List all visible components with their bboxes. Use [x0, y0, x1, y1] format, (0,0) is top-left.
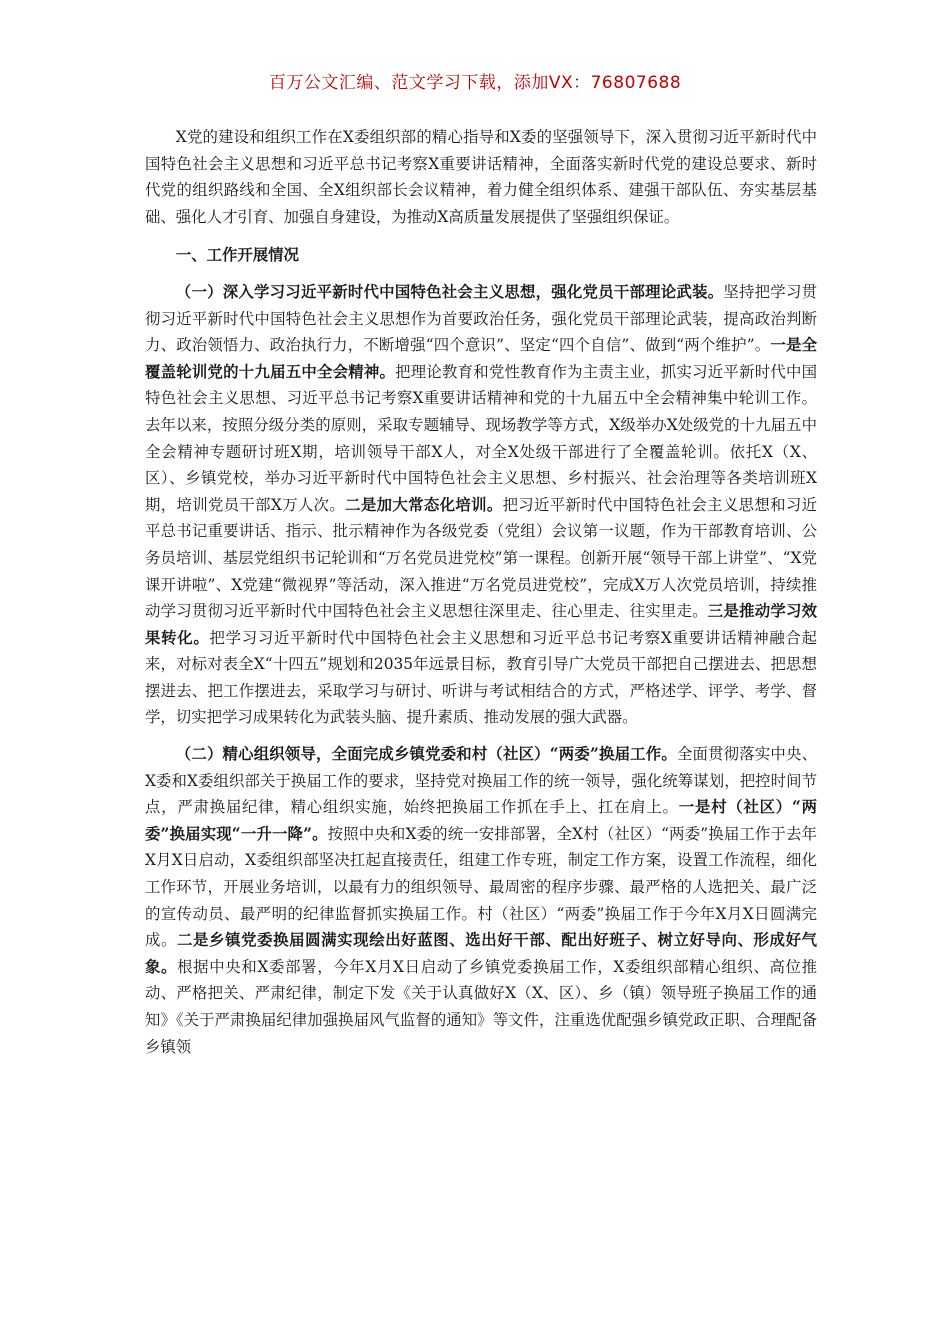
section2-text-c: 根据中央和X委部署，今年X月X日启动了乡镇党委换届工作，X委组织部精心组织、高位推动、严格把关、严肃纪律，制定下发《关于认真做好X（X、区）、乡（镇）领导班子换届工作的通知》《关于严肃换届纪律加强换届风气监督的通知》等文件，注重选优配强乡镇党政正职、合理配备乡镇领 — [145, 957, 817, 1056]
section1-text-a: 坚持把学习贯彻习近平新时代中国特色社会主义思想作为首要政治任务，强化党员干部理论武装，提高政治判断力、政治领悟力、政治执行力，不断增强“四个意识”、坚定“四个自信”、做到“两个维护”。 — [145, 282, 817, 355]
section-heading-text: 一、工作开展情况 — [175, 246, 299, 265]
section1-text-b: 把理论教育和党性教育作为主责主业，抓实习近平新时代中国特色社会主义思想、习近平总书记考察X重要讲话精神和党的十九届五中全会精神集中轮训工作。去年以来，按照分级分类的原则，采取专题辅导、现场教学等方式，X级举办X处级党的十九届五中全会精神专题研讨班X期，培训领导干部X人，对全X处级干部进行了全覆盖轮训。依托X（X、区）、乡镇党校，举办习近平新时代中国特色社会主义思想、乡村振兴、社会治理等各类培训班X期，培训党员干部X万人次。 — [145, 362, 817, 514]
section2-point-2: 二是乡镇党委换届圆满实现绘出好蓝图、选出好干部、配出好班子、树立好导向、形成好气象。 — [145, 931, 817, 976]
section1-point-1: 一是全覆盖轮训党的十九届五中全会精神。 — [145, 336, 817, 381]
watermark-header: 百万公文汇编、范文学习下载，添加VX：76807688 — [268, 73, 682, 93]
section1-text-c: 把习近平新时代中国特色社会主义思想和习近平总书记重要讲话、指示、批示精神作为各级党委（党组）会议第一议题，作为干部教育培训、公务员培训、基层党组织书记轮训和“万名党员进党校”第一课程。创新开展“领导干部上讲堂”、“X党课开讲啦”、X党建“微视界”等活动，深入推进“万名党员进党校”，完成X万人次党员培训，持续推动学习贯彻习近平新时代中国特色社会主义思想往深里走、往心里走、往实里走。 — [145, 495, 817, 621]
intro-paragraph: X党的建设和组织工作在X委组织部的精心指导和X委的坚强领导下，深入贯彻习近平新时代中国特色社会主义思想和习近平总书记考察X重要讲话精神，全面落实新时代党的建设总要求、新时代党的组织路线和全国、全X组织部长会议精神，着力健全组织体系、建强干部队伍、夯实基层基础、强化人才引育、加强自身建设，为推动X高质量发展提供了坚强组织保证。 — [145, 128, 817, 226]
section1-point-3: 三是推动学习效果转化。 — [145, 602, 817, 647]
section1-paragraph — [145, 279, 817, 731]
section2-title: （二）精心组织领导，全面完成乡镇党委和村（社区）“两委”换届工作。 — [175, 745, 677, 764]
section-heading — [145, 242, 817, 269]
section1-text-d: 把学习习近平新时代中国特色社会主义思想和习近平总书记考察X重要讲话精神融合起来，对标对表全X“十四五”规划和2035年远景目标，教育引导广大党员干部把自己摆进去、把思想摆进去、把工作摆进去，采取学习与研讨、听讲与考试相结合的方式，严格述学、评学、考学、督学，切实把学习成果转化为武装头脑、提升素质、推动发展的强大武器。 — [145, 628, 817, 727]
section2-text-a: 全面贯彻落实中央、X委和X委组织部关于换届工作的要求，坚持党对换届工作的统一领导，强化统筹谋划，把控时间节点，严肃换届纪律，精心组织实施，始终把换届工作抓在手上、扛在肩上。 — [145, 745, 817, 817]
section2-text-b: 按照中央和X委的统一安排部署，全X村（社区）“两委”换届工作于去年X月X日启动，X委组织部坚决扛起直接责任，组建工作专班，制定工作方案，设置工作流程，细化工作环节，开展业务培训，以最有力的组织领导、最周密的程序步骤、最严格的人选把关、最广泛的宣传动员、最严明的纪律监督抓实换届工作。村（社区）“两委”换届工作于今年X月X日圆满完成。 — [145, 824, 818, 950]
section1-title: （一）深入学习习近平新时代中国特色社会主义思想，强化党员干部理论武装。 — [175, 282, 724, 301]
document-body — [145, 124, 817, 1060]
section2-point-1: 一是村（社区）“两委”换届实现“一升一降”。 — [145, 798, 817, 843]
section1-point-2: 二是加大常态化培训。 — [345, 495, 503, 514]
section2-paragraph — [145, 741, 817, 1060]
